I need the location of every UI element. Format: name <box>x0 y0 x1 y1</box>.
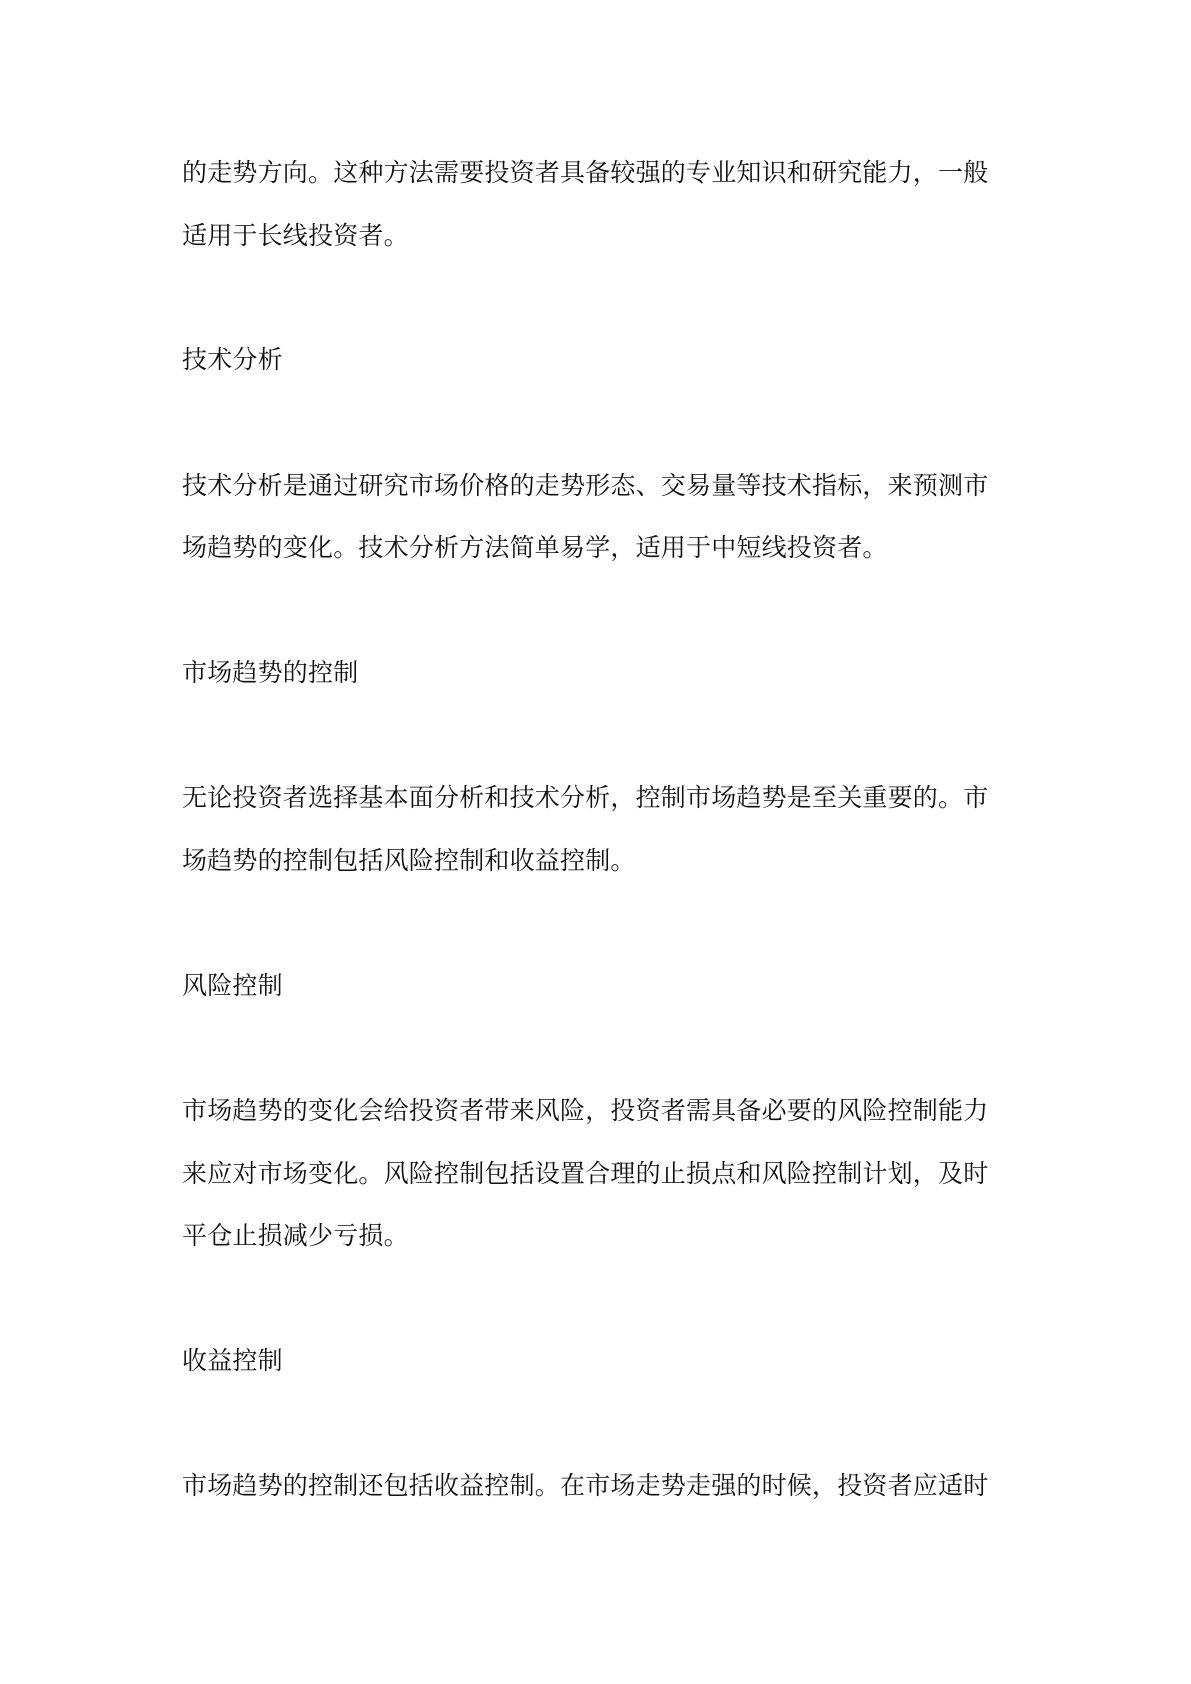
section-heading: 技术分析 <box>182 345 283 374</box>
paragraph-line: 市场趋势的控制还包括收益控制。在市场走势走强的时候，投资者应适时 <box>182 1471 989 1500</box>
paragraph-line: 适用于长线投资者。 <box>182 221 409 250</box>
section-heading: 风险控制 <box>182 971 283 1000</box>
paragraph-line: 场趋势的控制包括风险控制和收益控制。 <box>182 846 636 875</box>
paragraph-line: 场趋势的变化。技术分析方法简单易学，适用于中短线投资者。 <box>182 533 888 562</box>
paragraph-line: 无论投资者选择基本面分析和技术分析，控制市场趋势是至关重要的。市 <box>182 783 989 812</box>
paragraph-line: 来应对市场变化。风险控制包括设置合理的止损点和风险控制计划，及时 <box>182 1159 989 1188</box>
paragraph-line: 的走势方向。这种方法需要投资者具备较强的专业知识和研究能力，一般 <box>182 158 989 187</box>
paragraph-line: 技术分析是通过研究市场价格的走势形态、交易量等技术指标，来预测市 <box>182 471 989 500</box>
paragraph-line: 平仓止损减少亏损。 <box>182 1221 409 1250</box>
section-heading: 收益控制 <box>182 1346 283 1375</box>
section-heading: 市场趋势的控制 <box>182 658 359 687</box>
paragraph-line: 市场趋势的变化会给投资者带来风险，投资者需具备必要的风险控制能力 <box>182 1096 989 1125</box>
